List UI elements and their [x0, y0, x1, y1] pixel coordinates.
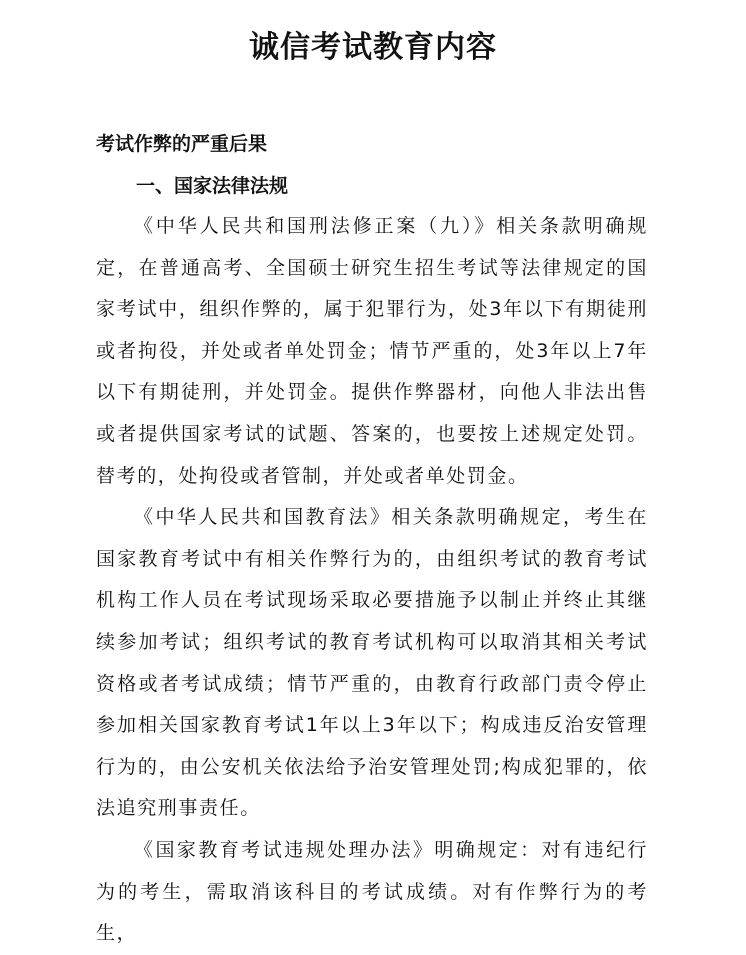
paragraph-education-law: 《中华人民共和国教育法》相关条款明确规定，考生在国家教育考试中有相关作弊行为的，由组织考试的教育考试机构工作人员在考试现场采取必要措施予以制止并终止其继续参加考试；组织考试的教育考试机构可以取消其相关考试资格或者考试成绩；情节严重的，由教育行政部门责令停止参加相关国家教育考试1年以上3年以下；构成违反治安管理行为的，由公安机关依法给予治安管理处罚;构成犯罪的，依法追究刑事责任。: [96, 506, 648, 820]
sub-heading: 一、国家法律法规: [136, 175, 289, 197]
document-title: 诚信考试教育内容: [249, 30, 497, 65]
body-text: [96, 206, 648, 955]
paragraph-criminal-law: 《中华人民共和国刑法修正案（九）》相关条款明确规定，在普通高考、全国硕士研究生招生考试等法律规定的国家考试中，组织作弊的，属于犯罪行为，处3年以下有期徒刑或者拘役，并处或者单处罚金；情节严重的，处3年以上7年以下有期徒刑，并处罚金。提供作弊器材，向他人非法出售或者提供国家考试的试题、答案的，也要按上述规定处罚。替考的，处拘役或者管制，并处或者单处罚金。: [96, 215, 648, 487]
paragraph-exam-regulations: 《国家教育考试违规处理办法》明确规定：对有违纪行为的考生，需取消该科目的考试成绩。对有作弊行为的考生，: [96, 838, 648, 945]
section-title: 考试作弊的严重后果: [96, 133, 268, 155]
